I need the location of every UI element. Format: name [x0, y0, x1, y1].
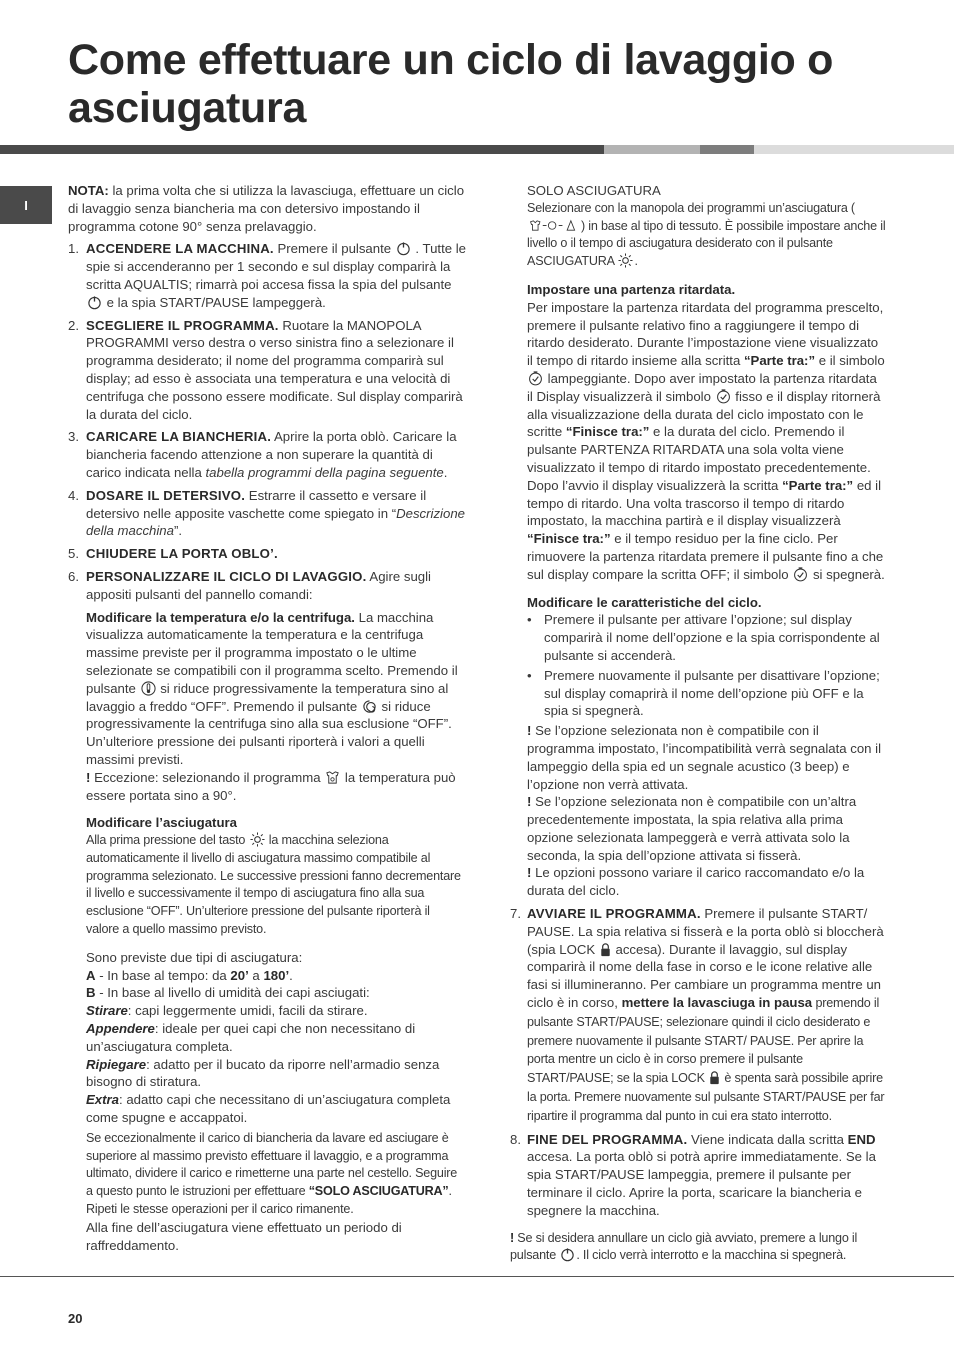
right-column — [510, 182, 886, 1265]
temperature-spin-paragraph: Modificare la temperatura e/o la centrifuga. La macchina visualizza automaticamente la temperatura e la centrifuga massime previste per il programma impostato o le ultime selezionate se compatibili con il programma scelto. Premendo il pulsante si riduce progressivamente la temperatura sino al lavaggio a freddo “OFF”. Premendo il pulsante si riduce progressivamente la centrifuga sino alla sua esclusione “OFF”. Un’ulteriore pressione dei pulsanti riporterà i valori a quelli massimi previsti. — [86, 609, 458, 767]
dry-type-a: A - In base al tempo: da 20’ a 180’. — [86, 967, 293, 983]
feature-bullet-2: • Premere nuovamente il pulsante per disattivare l’opzione; sul display comaprirà il nome dell’opzione più OFF e la spia si spegnerà. — [527, 667, 886, 720]
delay-clock-icon — [528, 371, 543, 386]
delay-clock-icon — [793, 567, 808, 582]
step-6: 6. PERSONALIZZARE IL CICLO DI LAVAGGIO. Agire sugli appositi pulsanti del pannello comandi: — [68, 568, 431, 602]
features-heading: Modificare le caratteristiche del ciclo. — [527, 594, 762, 610]
dry-level-extra: Extra: adatto capi che necessitano di un’asciugatura completa come spugne e accappatoi. — [86, 1092, 451, 1126]
header-rule-light — [604, 145, 700, 154]
delay-clock-icon — [716, 389, 731, 404]
power-icon — [560, 1247, 575, 1262]
cotton-program-icon — [325, 770, 340, 785]
header-rule-pale — [754, 145, 954, 154]
solo-dry-heading: SOLO ASCIUGATURA — [527, 183, 661, 198]
page-title: Come effettuare un ciclo di lavaggio o asciugatura — [68, 36, 834, 132]
power-icon — [87, 295, 102, 310]
step-3: 3. CARICARE LA BIANCHERIA. Aprire la porta oblò. Caricare la biancheria facendo attenzione a non superare la quantità di carico indicata nella tabella programmi della pagina seguente. — [68, 429, 457, 480]
header-rule-dark — [0, 145, 604, 154]
dry-paragraph: Alla prima pressione del tasto la macchina seleziona automaticamente il livello di asciugatura massimo compatibile al programma selezionato. Le successive pressioni fanno decrementare il livello e successivamente il tempo di asciugatura fino alla sua esclusione “OFF”. Un’ulteriore pressione del pulsante riporterà il valore a quello massimo previsto. — [86, 833, 461, 937]
page-number: 20 — [68, 1311, 83, 1326]
warning-1: ! Se l’opzione selezionata non è compatibile con il programma impostato, l’incompatibilità verrà segnalata con il lampeggio della spia ed un segnale acustico (3 beep) e l’opzione non verrà attivata. — [527, 723, 882, 792]
cooling-paragraph: Alla fine dell’asciugatura viene effettuato un periodo di raffreddamento. — [86, 1219, 402, 1253]
dry-type-b: B - In base al livello di umidità dei capi asciugati: — [86, 985, 370, 1001]
exceed-load-paragraph: Se eccezionalmente il carico di biancheria da lavare ed asciugare è superiore al massimo previsto effettuare il lavaggio, e a programma ultimato, dividere il carico e rimetterne una parte nel cestello. Seguire a questo punto le istruzioni per effettuare “SOLO ASCIUGATURA”. Ripeti le stesse operazioni per il carico rimanente. — [86, 1130, 458, 1217]
dry-types-intro: Sono previste due tipi di asciugatura: — [86, 949, 303, 965]
step-7: 7. AVVIARE IL PROGRAMMA. Premere il pulsante START/ PAUSE. La spia relativa si fisserà e la porta oblò si bloccherà (spia LOCK accesa). Durante il lavaggio, sul display comparirà il nome della fase in corso e le icone relative alle fasi si illumineranno. Per cambiare un programma mentre un ciclo è in corso, mettere la lavasciuga in pausa premendo il pulsante START/PAUSE; selezionare quindi il ciclo desiderato e premere nuovamente il pulsante START/ PAUSE. Per aprire la porta mentre un ciclo è in corso premere il pulsante START/PAUSE; se la spia LOCK è spenta sarà possibile aprire la porta. Premere nuovamente sul pulsante START/PAUSE per far ripartire il programma dal punto in cui era stato interrotto. — [510, 906, 885, 1123]
lock-icon — [709, 1070, 720, 1085]
nota-paragraph: NOTA: la prima volta che si utilizza la lavasciuga, effettuare un ciclo di lavaggio senza biancheria ma con detersivo impostando il programma cotone 90° senza prelavaggio. — [68, 183, 465, 234]
exception-note: ! Eccezione: selezionando il programma la temperatura può essere portata sino a 90°. — [86, 769, 456, 803]
temperature-icon — [141, 681, 156, 696]
lock-icon — [600, 942, 611, 957]
footer-rule — [0, 1276, 954, 1277]
step-8: 8. FINE DEL PROGRAMMA. Viene indicata dalla scritta END accesa. La porta oblò si potrà aprire immediatamente. Se la spia START/PAUSE lampeggia, premere il pulsante per terminare il ciclo. Aprire la porta, scaricare la biancheria e spegnere la macchina. — [510, 1131, 876, 1218]
cancel-note: ! Se si desidera annullare un ciclo già avviato, premere a lungo il pulsante . Il ciclo verrà interrotto e la macchina si spegnerà. — [510, 1230, 858, 1263]
delay-heading: Impostare una partenza ritardata. — [527, 281, 736, 297]
left-column — [68, 182, 466, 1254]
step-1: 1. ACCENDERE LA MACCHINA. Premere il pulsante . Tutte le spie si accenderanno per 1 secondo e sul display comparirà la scritta AQUALTIS; rimarrà poi accesa fissa la spia del pulsante e la spia START/PAUSE lampeggerà. — [68, 241, 467, 310]
dry-level-ripiegare: Ripiegare: adatto per il bucato da riporre nell’armadio senza bisogno di stiratura. — [86, 1056, 440, 1090]
delay-paragraph: Per impostare la partenza ritardata del programma prescelto, premere il pulsante relativo fino a raggiungere il tempo di ritardo desiderato. Durante l’impostazione viene visualizzato il tempo di ritardo insieme alla scritta “Parte tra:” e il simbolo lampeggiante. Dopo aver impostato la partenza ritardata il Display visualizzerà il simbolo fisso e il display ritornerà alla visualizzazione della durata del ciclo impostato con le scritte “Finisce tra:” e la durata del ciclo. Premendo il pulsante PARTENZA RITARDATA una sola volta viene visualizzato il tempo di ritardo impostato precedentemente. Dopo l’avvio il display visualizzerà la scritta “Parte tra:” ed il tempo di ritardo. Una volta trascorso il tempo di ritardo impostato, la macchina partirà e il display visualizzerà “Finisce tra:” e il tempo residuo per la fine ciclo. Per rimuovere la partenza ritardata premere il pulsante fino a che sul display compare la scritta OFF; il simbolo si spegnerà. — [527, 299, 885, 582]
step-5: 5. CHIUDERE LA PORTA OBLO’. — [68, 546, 278, 562]
warning-3: ! Le opzioni possono variare il carico raccomandato e/o la durata del ciclo. — [527, 865, 865, 899]
feature-bullet-1: • Premere il pulsante per attivare l’opzione; sul display comparirà il nome dell’opzione e la spia corrispondente al pulsante si accenderà. — [527, 611, 886, 664]
dry-heading: Modificare l’asciugatura — [86, 815, 237, 831]
dry-level-stirare: Stirare: capi leggermente umidi, facili da stirare. — [86, 1003, 368, 1019]
warning-2: ! Se l’opzione selezionata non è compatibile con un’altra precedentemente impostata, la spia relativa alla prima opzione selezionata lampeggerà e verrà attivata solo la seconda, la spia dell’opzione attivata si fisserà. — [527, 794, 857, 863]
header-rule-mid — [700, 145, 754, 154]
dry-level-appendere: Appendere: ideale per quei capi che non necessitano di un’asciugatura completa. — [86, 1021, 416, 1054]
solo-dry-paragraph: Selezionare con la manopola dei programmi un’asciugatura ( ) in base al tipo di tessuto. È possibile impostare anche il livello o il tempo di asciugatura desiderato con il pulsante ASCIUGATURA . — [527, 200, 886, 269]
language-tab: I — [0, 186, 52, 224]
step-4: 4. DOSARE IL DETERSIVO. Estrarre il cassetto e versare il detersivo nelle apposite vaschette come spiegato in “Descrizione della macchina”. — [68, 487, 465, 539]
spin-icon — [362, 699, 377, 714]
dry-icon — [618, 253, 633, 268]
power-icon — [396, 241, 411, 256]
fabric-type-icons — [528, 218, 580, 233]
step-2: 2. SCEGLIERE IL PROGRAMMA. Ruotare la MANOPOLA PROGRAMMI verso destra o verso sinistra fino a selezionare il programma desiderato; il nome del programma comparirà sul display; ad esso è associata una temperatura e una velocità di centrifuga che possono essere modificate. Sul display comparirà la durata del ciclo. — [68, 317, 463, 422]
dry-icon — [250, 832, 265, 847]
